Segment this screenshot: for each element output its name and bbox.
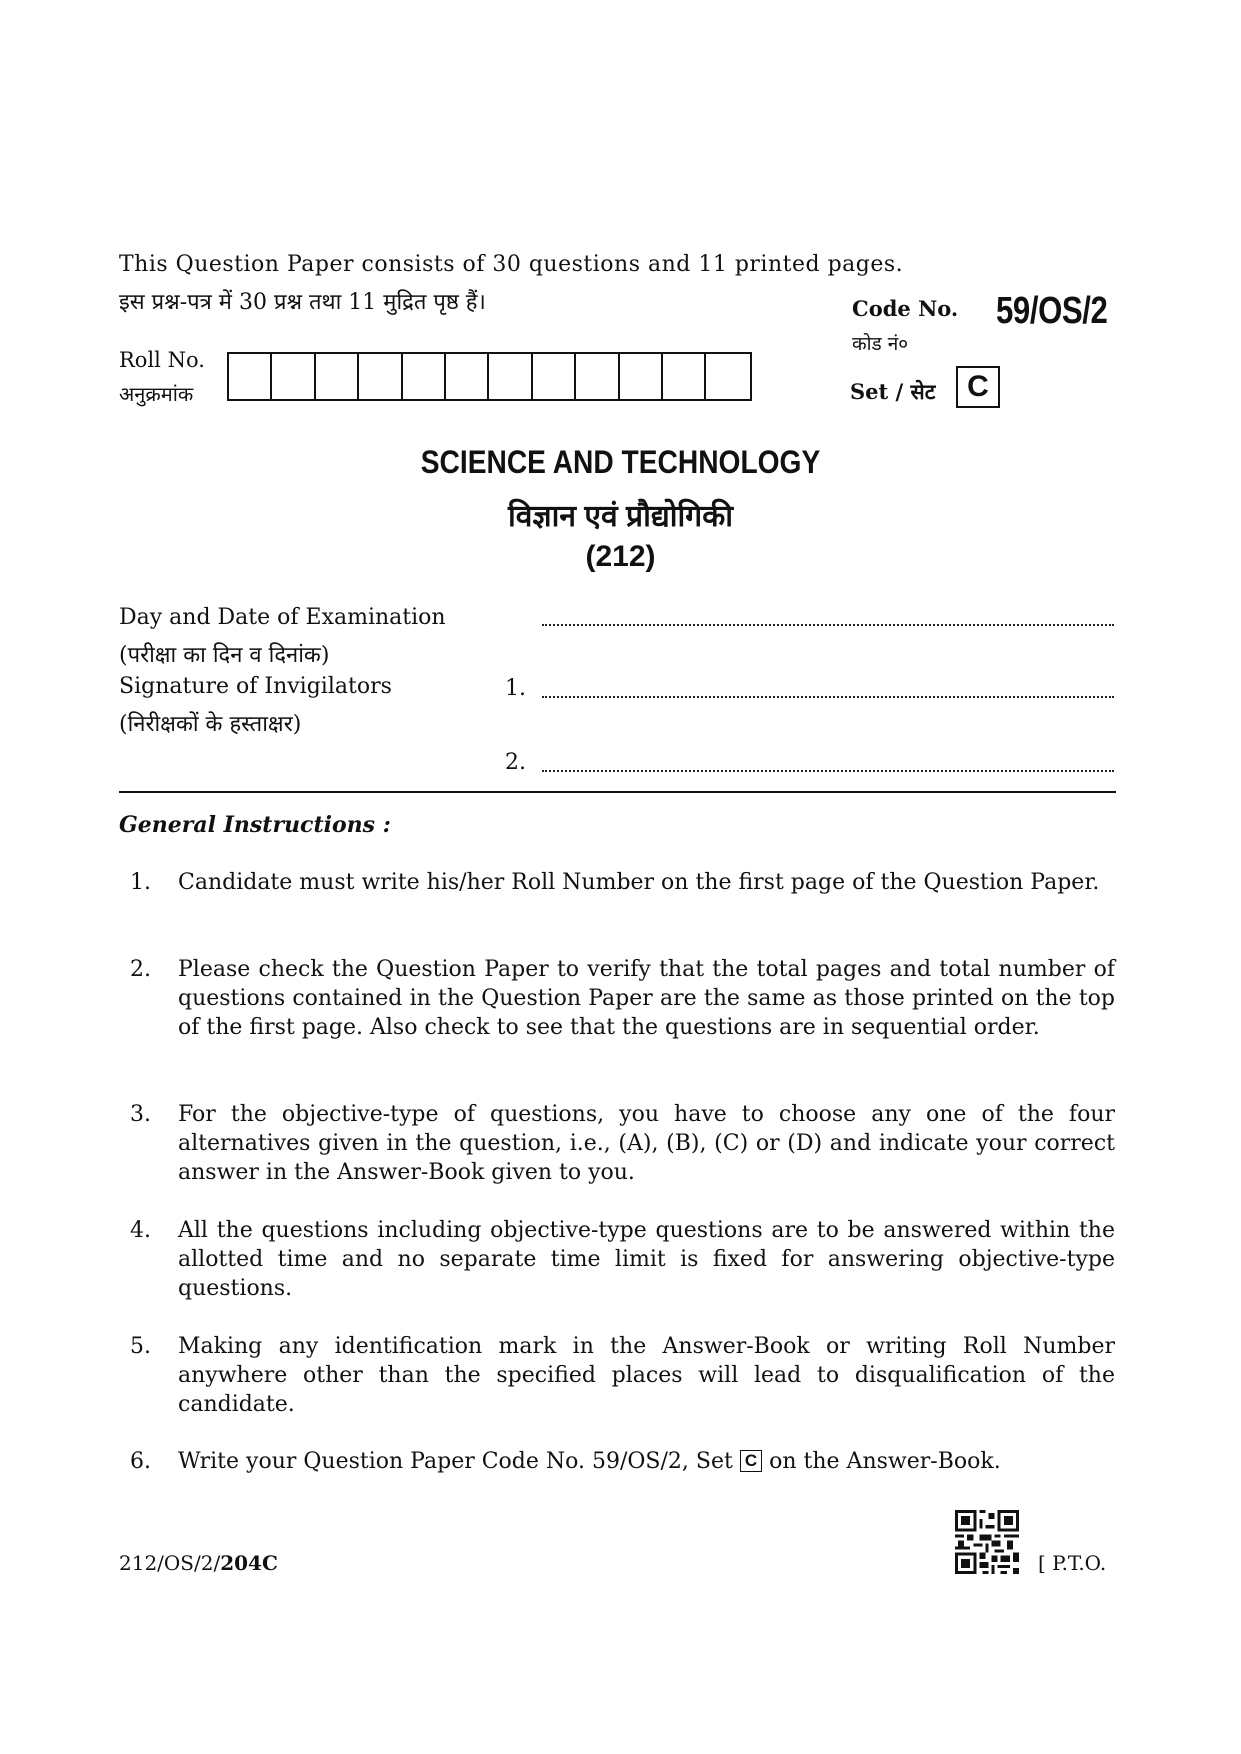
roll-digit-box[interactable]: [229, 354, 272, 399]
instruction-text: on the Answer-Book.: [769, 1449, 1001, 1474]
instruction-number: 3.: [130, 1102, 151, 1127]
roll-label: Roll No.: [119, 348, 205, 372]
subject-code: (212): [585, 540, 656, 573]
instructions-heading: General Instructions :: [119, 812, 391, 838]
footer-code: [119, 1551, 278, 1575]
instruction-item: [130, 1447, 1115, 1476]
roll-label-hindi: अनुक्रमांक: [119, 382, 194, 406]
code-label-hindi: कोड नं०: [852, 333, 909, 355]
roll-digit-box[interactable]: [489, 354, 532, 399]
instruction-number: 2.: [130, 957, 151, 982]
paper-info-english: This Question Paper consists of 30 questions and 11 printed pages.: [119, 252, 904, 277]
subject-title: SCIENCE AND TECHNOLOGY: [420, 444, 821, 480]
roll-digit-box[interactable]: [446, 354, 489, 399]
exam-date-field[interactable]: [542, 622, 1114, 626]
signature-2-field[interactable]: [542, 768, 1114, 772]
code-label: Code No.: [852, 296, 959, 321]
instruction-item: [130, 1100, 1115, 1187]
instruction-text: For the objective-type of questions, you have to choose any one of the four alternatives given in the question, i.e., (A), (B), (C) or (D) and indicate your correct answer in the Answer-Book given to you.: [178, 1102, 1115, 1185]
set-value: C: [956, 366, 1000, 408]
roll-digit-box[interactable]: [706, 354, 749, 399]
instruction-number: 4.: [130, 1218, 151, 1243]
roll-digit-box[interactable]: [316, 354, 359, 399]
instruction-number: 1.: [130, 870, 151, 895]
set-label: Set / सेट: [850, 379, 936, 404]
invigilator-signature-label: Signature of Invigilators: [119, 674, 392, 699]
roll-digit-box[interactable]: [403, 354, 446, 399]
instruction-item: [130, 868, 1115, 897]
exam-date-label: Day and Date of Examination: [119, 605, 446, 630]
instruction-text: Please check the Question Paper to verify that the total pages and total number of questions contained in the Question Paper are the same as those printed on the top of the first page. Also check to see that the questions are in sequential order.: [178, 957, 1115, 1040]
roll-digit-box[interactable]: [576, 354, 619, 399]
instruction-item: [130, 1332, 1115, 1419]
set-inline-box: C: [740, 1450, 762, 1472]
exam-date-label-hindi: (परीक्षा का दिन व दिनांक): [119, 643, 330, 668]
footer-code-prefix: 212/OS/2/: [119, 1551, 221, 1575]
qr-code-icon: [955, 1510, 1019, 1574]
roll-digit-box[interactable]: [359, 354, 402, 399]
roll-digit-box[interactable]: [663, 354, 706, 399]
instruction-item: [130, 955, 1115, 1042]
instruction-text: Candidate must write his/her Roll Number on the first page of the Question Paper.: [178, 870, 1100, 895]
roll-digit-box[interactable]: [272, 354, 315, 399]
code-value: 59/OS/2: [996, 290, 1108, 332]
signature-1-number: 1.: [505, 676, 526, 701]
signature-2-number: 2.: [505, 750, 526, 775]
instruction-text: Making any identification mark in the Answer-Book or writing Roll Number anywhere other than the specified places will lead to disqualification of the candidate.: [178, 1334, 1115, 1417]
subject-title-hindi: विज्ञान एवं प्रौद्योगिकी: [507, 500, 734, 533]
roll-number-boxes[interactable]: [227, 352, 752, 401]
instruction-text: Write your Question Paper Code No. 59/OS/2, Set: [178, 1449, 733, 1474]
roll-digit-box[interactable]: [620, 354, 663, 399]
divider: [119, 791, 1116, 793]
instruction-text: All the questions including objective-type questions are to be answered within the allotted time and no separate time limit is fixed for answering objective-type questions.: [178, 1218, 1115, 1301]
pto-label: [ P.T.O.: [1038, 1551, 1107, 1575]
invigilator-signature-label-hindi: (निरीक्षकों के हस्ताक्षर): [119, 712, 302, 737]
footer-code-bold: 204C: [220, 1551, 278, 1575]
instruction-number: 6.: [130, 1449, 151, 1474]
instruction-number: 5.: [130, 1334, 151, 1359]
signature-1-field[interactable]: [542, 694, 1114, 698]
roll-digit-box[interactable]: [533, 354, 576, 399]
instruction-item: [130, 1216, 1115, 1303]
paper-info-hindi: इस प्रश्न-पत्र में 30 प्रश्न तथा 11 मुद्रित पृष्ठ हैं।: [119, 290, 486, 315]
